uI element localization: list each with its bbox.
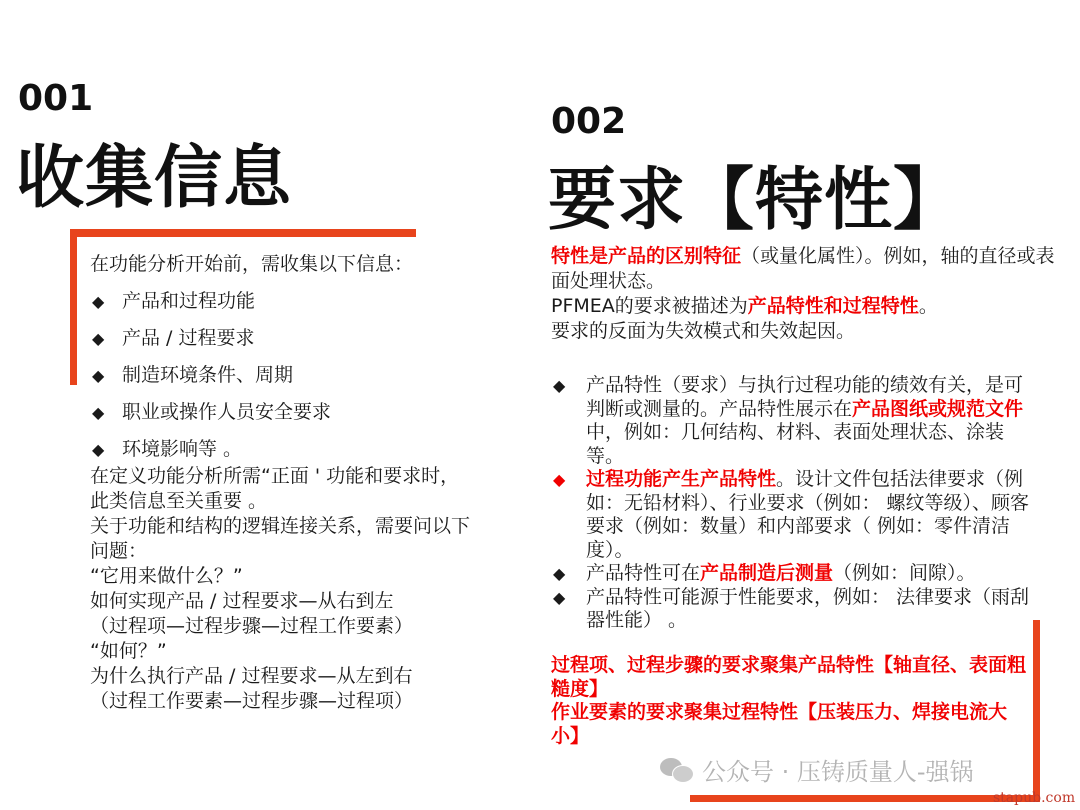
section-number-2: 002 xyxy=(551,101,627,142)
section-title-1: 收集信息 xyxy=(16,139,293,218)
intro-text: 在功能分析开始前，需收集以下信息： xyxy=(90,253,414,275)
watermark: 公众号 · 压铸质量人-强锅 xyxy=(660,752,974,787)
site-label: stapub.com xyxy=(993,790,1076,806)
text-line: （过程项—过程步骤—过程工作要素） xyxy=(90,615,414,637)
question-how: “如何？” xyxy=(90,640,167,662)
section-number-1: 001 xyxy=(18,78,94,119)
diamond-bullet-icon: ◆ xyxy=(92,440,105,459)
diamond-bullet-icon: ◆ xyxy=(553,587,566,607)
list-item: ◆ 产品特性（要求）与执行过程功能的绩效有关，是可判断或测量的。产品特性展示在产品图纸或规范文件中，例如：几何结构、材料、表面处理状态、涂装等。 xyxy=(553,374,1024,467)
list-item: ◆ 过程功能产生产品特性。设计文件包括法律要求（例如：无铅材料）、行业要求（例如： 螺纹等级）、顾客要求（例如：数量）和内部要求（ 例如：零件清洁度）。 xyxy=(553,468,1030,561)
summary-line: 作业要素的要求聚集过程特性【压装压力、焊接电流大小】 xyxy=(551,701,1008,747)
diamond-bullet-icon: ◆ xyxy=(92,292,105,311)
summary-red xyxy=(551,654,1031,748)
wechat-icon xyxy=(660,758,694,782)
paragraph: PFMEA的要求被描述为产品特性和过程特性。 xyxy=(551,295,938,317)
diamond-bullet-icon: ◆ xyxy=(92,366,105,385)
list-item: ◆ 产品特性可能源于性能要求，例如： 法律要求（雨刮器性能） 。 xyxy=(553,585,1030,631)
paragraph: 特性是产品的区别特征（或量化属性）。例如，轴的直径或表面处理状态。 xyxy=(551,245,1055,292)
list-item: ◆ 产品 / 过程要求 xyxy=(92,327,255,349)
diamond-bullet-icon: ◆ xyxy=(92,403,105,422)
info-block xyxy=(90,252,490,714)
list-item: ◆ 产品特性可在产品制造后测量（例如：间隙）。 xyxy=(553,562,976,584)
diamond-bullet-icon: ◆ xyxy=(553,470,566,489)
text-line: （过程工作要素—过程步骤—过程项） xyxy=(90,690,414,712)
list-item: ◆ 制造环境条件、周期 xyxy=(92,364,294,386)
accent-bar-left xyxy=(70,229,77,385)
requirements-intro xyxy=(551,244,1061,344)
characteristics-list xyxy=(551,374,1041,633)
diamond-bullet-icon: ◆ xyxy=(92,329,105,348)
diamond-bullet-icon: ◆ xyxy=(553,376,566,395)
section-title-2: 要求【特性】 xyxy=(548,161,963,240)
question-what: “它用来做什么？” xyxy=(90,565,243,587)
text-line: 如何实现产品 / 过程要求—从右到左 xyxy=(90,590,394,612)
diamond-bullet-icon: ◆ xyxy=(553,564,566,583)
accent-bar-right xyxy=(1033,620,1040,802)
list-item: ◆ 环境影响等 。 xyxy=(92,438,243,460)
summary-line: 过程项、过程步骤的要求聚集产品特性【轴直径、表面粗糙度】 xyxy=(551,654,1027,700)
text-line: 为什么执行产品 / 过程要求—从左到右 xyxy=(90,665,413,687)
list-item: ◆ 职业或操作人员安全要求 xyxy=(92,401,332,423)
paragraph: 关于功能和结构的逻辑连接关系，需要问以下问题： xyxy=(90,515,471,562)
paragraph: 在定义功能分析所需“正面 ' 功能和要求时，此类信息至关重要 。 xyxy=(90,465,460,512)
accent-bar-top xyxy=(70,229,416,237)
accent-bar-bottom xyxy=(690,795,1040,802)
paragraph: 要求的反面为失效模式和失效起因。 xyxy=(551,320,856,342)
list-item: ◆ 产品和过程功能 xyxy=(92,290,256,312)
